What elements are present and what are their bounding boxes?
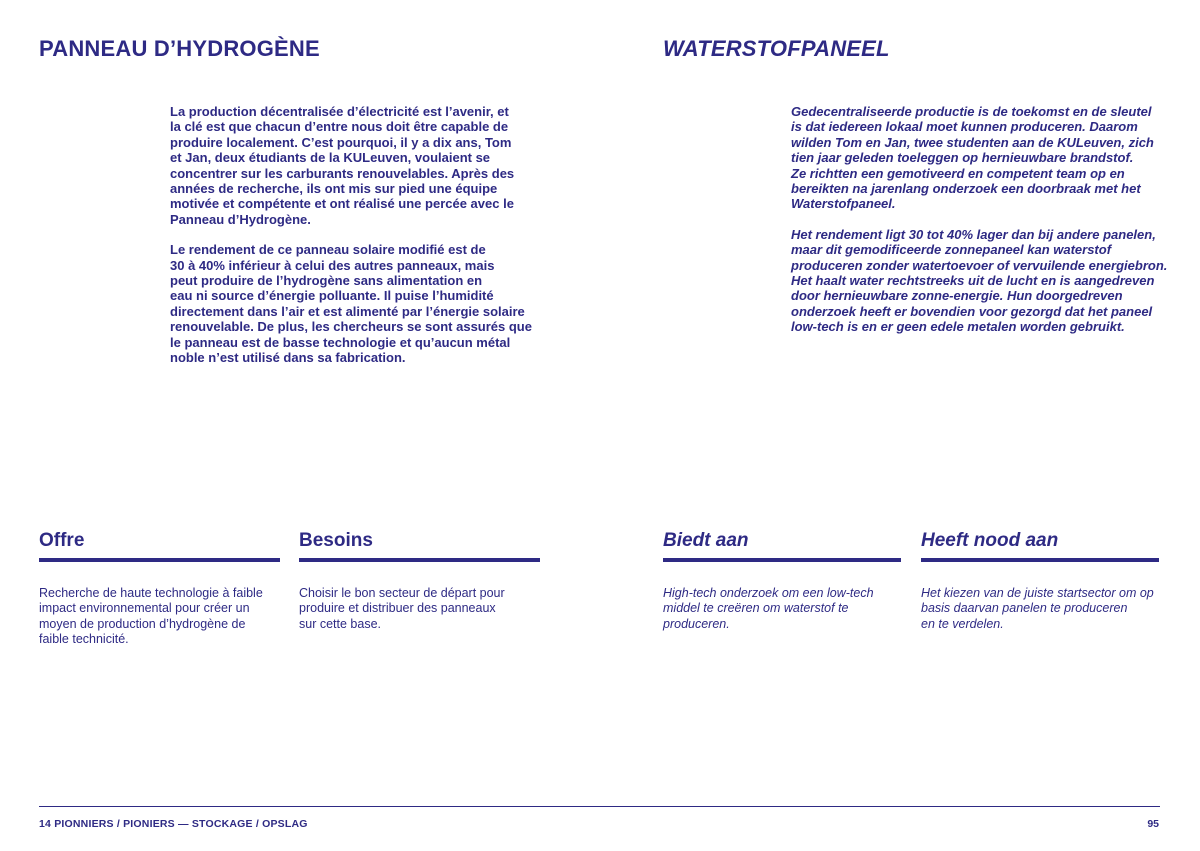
footer-section-label: 14 PIONNIERS / PIONIERS — STOCKAGE / OPSLAG [39, 818, 308, 830]
dutch-offer-section [663, 530, 901, 632]
french-needs-section [299, 530, 540, 632]
french-paragraph: Le rendement de ce panneau solaire modifié est de 30 à 40% inférieur à celui des autres panneaux, mais peut produire de l’hydrogène sans alimentation en eau ni source d’énergie polluante. Il puise l’humidité directement dans l’air et est alimenté par l’énergie solaire renouvelable. De plus, les chercheurs se sont assurés que le panneau est de basse technologie et qu’aucun métal noble n’est utilisé dans sa fabrication. [170, 242, 532, 366]
french-needs-text: Choisir le bon secteur de départ pour produire et distribuer des panneaux sur cette base. [299, 586, 505, 631]
french-paragraph: La production décentralisée d’électricité est l’avenir, et la clé est que chacun d’entre nous doit être capable de produire localement. C’est pourquoi, il y a dix ans, Tom et Jan, deux étudiants de la KULeuven, voulaient se concentrer sur les carburants renouvelables. Après des années de recherche, ils ont mis sur pied une équipe motivée et compétente et ont réalisé une percée avec le Panneau d’Hydrogène. [170, 104, 515, 227]
french-offer-section [39, 530, 280, 648]
french-offer-text: Recherche de haute technologie à faible impact environnemental pour créer un moyen de production d’hydrogène de faible technicité. [39, 586, 263, 647]
footer-divider [39, 806, 1160, 807]
dutch-needs-section [921, 530, 1159, 632]
french-offer-heading: Offre [39, 530, 280, 562]
dutch-paragraph: Gedecentraliseerde productie is de toekomst en de sleutel is dat iedereen lokaal moet kunnen produceren. Daarom wilden Tom en Jan, twee studenten aan de KULeuven, zich tien jaar geleden toeleggen op hernieuwbare brandstof. Ze richtten een gemotiveerd en competent team op en bereikten na jarenlang onderzoek een doorbraak met het Waterstofpaneel. [791, 104, 1154, 212]
dutch-title: WATERSTOFPANEEL [663, 36, 890, 61]
french-intro [170, 104, 550, 366]
french-needs-heading: Besoins [299, 530, 540, 562]
page-number: 95 [1147, 818, 1159, 830]
dutch-needs-heading: Heeft nood aan [921, 530, 1159, 562]
dutch-offer-heading: Biedt aan [663, 530, 901, 562]
dutch-offer-text: High-tech onderzoek om een low-tech middel te creëren om waterstof te produceren. [663, 586, 874, 631]
dutch-intro [791, 104, 1171, 335]
dutch-paragraph: Het rendement ligt 30 tot 40% lager dan bij andere panelen, maar dit gemodificeerde zonnepaneel kan waterstof produceren zonder watertoevoer of vervuilende energiebron. Het haalt water rechtstreeks uit de lucht en is aangedreven door hernieuwbare zonne-energie. Hun doorgedreven onderzoek heeft er bovendien voor gezorgd dat het paneel low-tech is en er geen edele metalen worden gebruikt. [791, 226, 1168, 335]
dutch-needs-text: Het kiezen van de juiste startsector om op basis daarvan panelen te produceren en te verdelen. [921, 586, 1154, 631]
french-title: PANNEAU D’HYDROGÈNE [39, 36, 320, 61]
